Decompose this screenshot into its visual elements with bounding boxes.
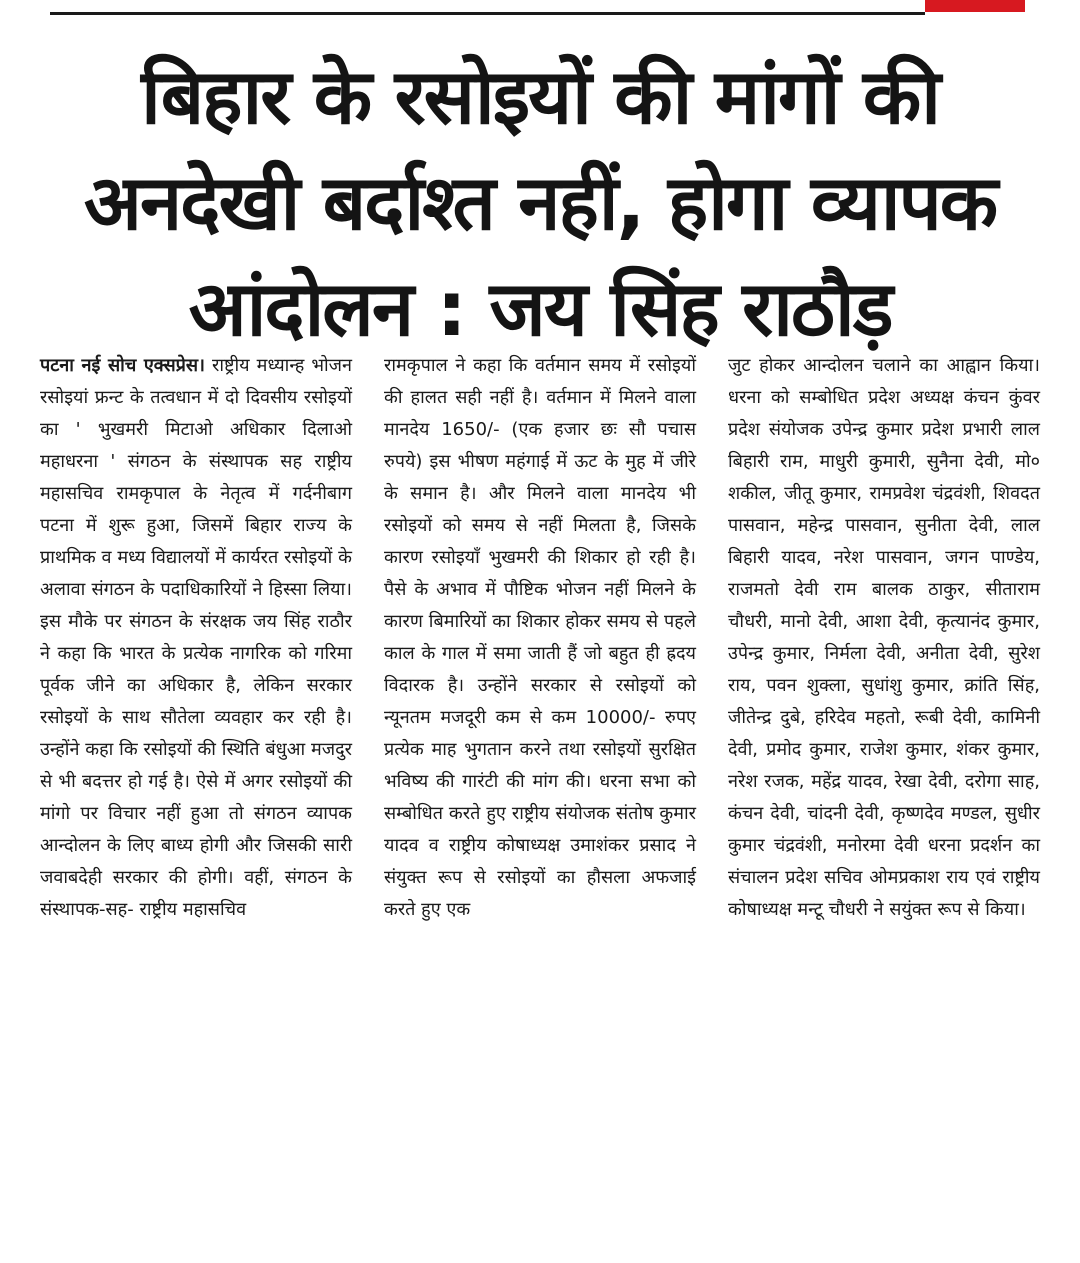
column-1-text: राष्ट्रीय मध्यान्ह भोजन रसोइयां फ्रन्ट के तत्वधान में दो दिवसीय रसोइयों का ' भुखमरी मिटाओ अधिकार दिलाओ महाधरना ' संगठन के संस्थापक सह राष्ट्रीय महासचिव रामकृपाल के नेतृत्व में गर्दनीबाग पटना में शुरू हुआ, जिसमें बिहार राज्य के प्राथमिक व मध्य विद्यालयों में कार्यरत रसोइयों के अलावा संगठन के पदाधिकारियों ने हिस्सा लिया। इस मौके पर संगठन के संरक्षक जय सिंह राठौर ने कहा कि भारत के प्रत्येक नागरिक को गरिमा पूर्वक जीने का अधिकार है, लेकिन सरकार रसोइयों के साथ सौतेला व्यवहार कर रही है। उन्होंने कहा कि रसोइयों की स्थिति बंधुआ मजदुर से भी बदत्तर हो गई है। ऐसे में अगर रसोइयों की मांगो पर विचार नहीं हुआ तो संगठन व्यापक आन्दोलन के लिए बाध्य होगी और जिसकी सारी जवाबदेही सरकार की होगी। वहीं, संगठन के संस्थापक-सह- राष्ट्रीय महासचिव bbox=[40, 355, 352, 920]
article-column-3: जुट होकर आन्दोलन चलाने का आह्वान किया। धरना को सम्बोधित प्रदेश अध्यक्ष कंचन कुंवर प्रदेश संयोजक उपेन्द्र कुमार प्रदेश प्रभारी लाल बिहारी राम, माधुरी कुमारी, सुनैना देवी, मो० शकील, जीतू कुमार, रामप्रवेश चंद्रवंशी, शिवदत पासवान, महेन्द्र पासवान, सुनीता देवी, लाल बिहारी यादव, नरेश पासवान, जगन पाण्डेय, राजमतो देवी राम बालक ठाकुर, सीताराम चौधरी, मानो देवी, आशा देवी, कृत्यानंद कुमार, उपेन्द्र कुमार, निर्मला देवी, अनीता देवी, सुरेश राय, पवन शुक्ला, सुधांशु कुमार, क्रांति सिंह, जीतेन्द्र दुबे, हरिदेव महतो, रूबी देवी, कामिनी देवी, प्रमोद कुमार, राजेश कुमार, शंकर कुमार, नरेश रजक, महेंद्र यादव, रेखा देवी, दरोगा साह, कंचन देवी, चांदनी देवी, कृष्णदेव मण्डल, सुधीर कुमार चंद्रवंशी, मनोरमा देवी धरना प्रदर्शन का संचालन प्रदेश सचिव ओमप्रकाश राय एवं राष्ट्रीय कोषाध्यक्ष मन्टू चौधरी ने सयुंक्त रूप से किया। bbox=[728, 355, 1040, 920]
article-column-2: रामकृपाल ने कहा कि वर्तमान समय में रसोइयों की हालत सही नहीं है। वर्तमान में मिलने वाला मानदेय 1650/- (एक हजार छः सौ पचास रुपये) इस भीषण महंगाई में ऊट के मुह में जीरे के समान है। और मिलने वाला मानदेय भी रसोइयों को समय से नहीं मिलता है, जिसके कारण रसोइयाँ भुखमरी की शिकार हो रही है। पैसे के अभाव में पौष्टिक भोजन नहीं मिलने के कारण बिमारियों का शिकार होकर समय से पहले काल के गाल में समा जाती हैं जो बहुत ही ह्रदय विदारक है। उन्होंने सरकार से रसोइयों को न्यूनतम मजदूरी कम से कम 10000/- रुपए प्रत्येक माह भुगतान करने तथा रसोइयों सुरक्षित भविष्य की गारंटी की मांग की। धरना सभा को सम्बोधित करते हुए राष्ट्रीय संयोजक संतोष कुमार यादव व राष्ट्रीय कोषाध्यक्ष उमाशंकर प्रसाद ने संयुक्त रूप से रसोइयों का हौसला अफजाई करते हुए एक bbox=[384, 355, 696, 920]
dateline: पटना नई सोच एक्सप्रेस। bbox=[40, 355, 205, 376]
article-headline: बिहार के रसोइयों की मांगों की अनदेखी बर्दाश्त नहीं, होगा व्यापक आंदोलन : जय सिंह राठौड़ bbox=[83, 52, 997, 353]
red-accent-block bbox=[925, 0, 1025, 12]
top-rule bbox=[50, 12, 925, 15]
article-body bbox=[40, 350, 1040, 1250]
article-column-1 bbox=[40, 350, 352, 1250]
